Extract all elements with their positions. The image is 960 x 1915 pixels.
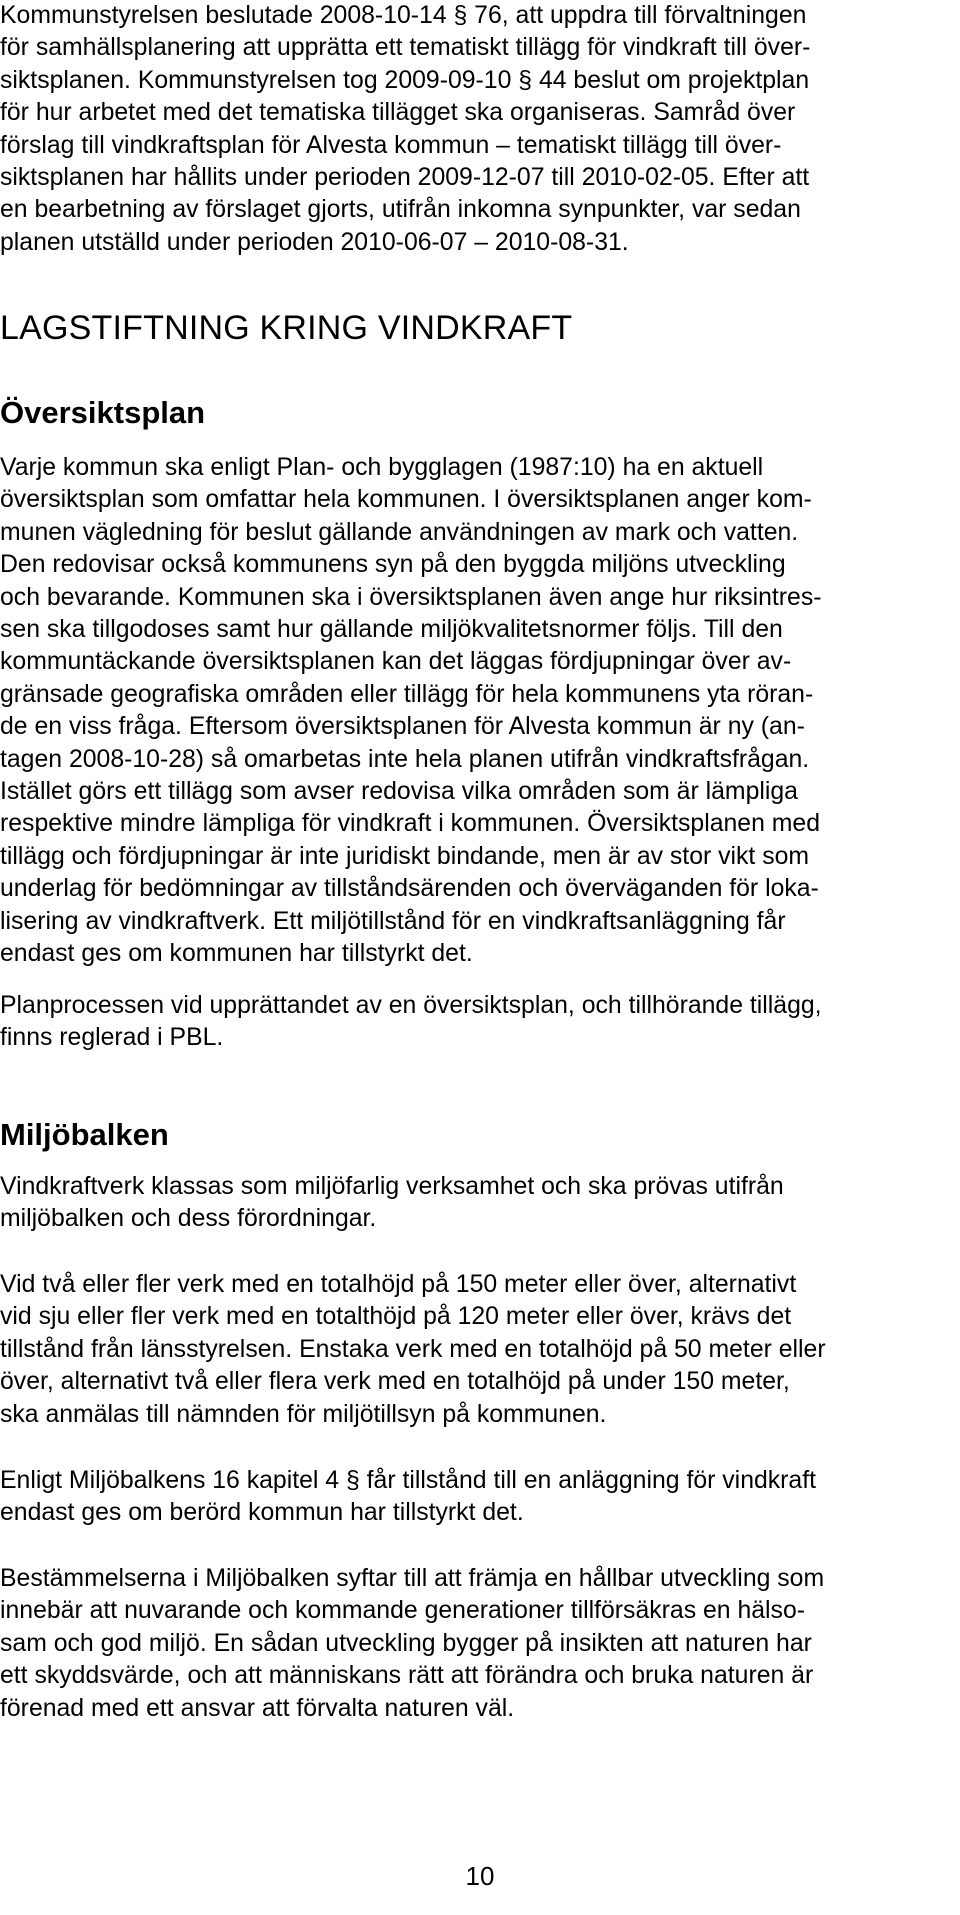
page-number: 10 <box>465 1861 495 1891</box>
paragraph-line: gränsade geografiska områden eller tillägg för hela kommunens yta röran- <box>0 680 814 708</box>
miljobalken-paragraph-3 <box>0 1465 938 1530</box>
paragraph-line: finns reglerad i PBL. <box>0 1024 224 1052</box>
miljobalken-paragraph-2 <box>0 1269 938 1431</box>
paragraph-line: Planprocessen vid upprättandet av en översiktsplan, och tillhörande tillägg, <box>0 992 822 1019</box>
paragraph-line: Kommunstyrelsen beslutade 2008-10-14 § 76, att uppdra till förvaltningen <box>0 2 807 29</box>
paragraph-line: endast ges om kommunen har tillstyrkt det. <box>0 940 473 968</box>
miljobalken-paragraph-1 <box>0 1171 938 1236</box>
miljobalken-paragraph-4 <box>0 1563 938 1725</box>
paragraph-line: tillägg och fördjupningar är inte juridiskt bindande, men är av stor vikt som <box>0 842 810 870</box>
paragraph-line: ska anmälas till nämnden för miljötillsyn på kommunen. <box>0 1400 607 1428</box>
oversiktsplan-paragraph <box>0 452 938 971</box>
paragraph-line: underlag för bedömningar av tillståndsärenden och överväganden för loka- <box>0 875 819 903</box>
paragraph-line: för hur arbetet med det tematiska tillägget ska organiseras. Samråd över <box>0 99 796 127</box>
planprocess-paragraph <box>0 990 938 1055</box>
paragraph-line: en bearbetning av förslaget gjorts, utifrån inkomna synpunkter, var sedan <box>0 196 801 224</box>
section-heading-lagstiftning: LAGSTIFTNING KRING VINDKRAFT <box>0 309 573 347</box>
paragraph-line: sen ska tillgodoses samt hur gällande miljökvalitetsnormer följs. Till den <box>0 616 783 644</box>
intro-paragraph <box>0 0 938 259</box>
paragraph-line: tagen 2008-10-28) så omarbetas inte hela planen utifrån vindkraftsfrågan. <box>0 745 810 773</box>
paragraph-line: vid sju eller fler verk med en totalthöjd på 120 meter eller över, krävs det <box>0 1303 792 1331</box>
paragraph-line: sam och god miljö. En sådan utveckling bygger på insikten att naturen har <box>0 1629 812 1657</box>
paragraph-line: de en viss fråga. Eftersom översiktsplanen för Alvesta kommun är ny (an- <box>0 713 805 741</box>
paragraph-line: innebär att nuvarande och kommande generationer tillförsäkras en hälso- <box>0 1597 805 1625</box>
paragraph-line: Den redovisar också kommunens syn på den byggda miljöns utveckling <box>0 551 786 579</box>
paragraph-line: Bestämmelserna i Miljöbalken syftar till att främja en hållbar utveckling som <box>0 1565 825 1592</box>
paragraph-line: ett skyddsvärde, och att människans rätt att förändra och bruka naturen är <box>0 1662 814 1690</box>
paragraph-line: tillstånd från länsstyrelsen. Enstaka verk med en totalhöjd på 50 meter eller <box>0 1335 826 1363</box>
paragraph-line: kommuntäckande översiktsplanen kan det läggas fördjupningar över av- <box>0 648 792 676</box>
paragraph-line: siktsplanen har hållits under perioden 2009-12-07 till 2010-02-05. Efter att <box>0 164 810 192</box>
paragraph-line: över, alternativt två eller flera verk med en totalhöjd på under 150 meter, <box>0 1368 790 1396</box>
paragraph-line: Istället görs ett tillägg som avser redovisa vilka områden som är lämpliga <box>0 778 798 806</box>
paragraph-line: munen vägledning för beslut gällande användningen av mark och vatten. <box>0 518 799 546</box>
paragraph-line: Vid två eller fler verk med en totalhöjd på 150 meter eller över, alternativt <box>0 1271 797 1298</box>
paragraph-line: lisering av vindkraftverk. Ett miljötillstånd för en vindkraftsanläggning får <box>0 907 786 935</box>
paragraph-line: respektive mindre lämpliga för vindkraft i kommunen. Översiktsplanen med <box>0 810 821 838</box>
paragraph-line: planen utställd under perioden 2010-06-07 – 2010-08-31. <box>0 228 629 256</box>
paragraph-line: förenad med ett ansvar att förvalta naturen väl. <box>0 1694 515 1722</box>
paragraph-line: översiktsplan som omfattar hela kommunen. I översiktsplanen anger kom- <box>0 486 812 514</box>
paragraph-line: Vindkraftverk klassas som miljöfarlig verksamhet och ska prövas utifrån <box>0 1173 784 1200</box>
paragraph-line: förslag till vindkraftsplan för Alvesta kommun – tematiskt tillägg till över- <box>0 131 782 159</box>
subheading-oversiktsplan: Översiktsplan <box>0 395 206 430</box>
paragraph-line: siktsplanen. Kommunstyrelsen tog 2009-09-10 § 44 beslut om projektplan <box>0 66 810 94</box>
paragraph-line: endast ges om berörd kommun har tillstyrkt det. <box>0 1499 524 1527</box>
paragraph-line: Enligt Miljöbalkens 16 kapitel 4 § får tillstånd till en anläggning för vindkraft <box>0 1467 816 1494</box>
paragraph-line: för samhällsplanering att upprätta ett tematiskt tillägg för vindkraft till över- <box>0 34 811 62</box>
paragraph-line: miljöbalken och dess förordningar. <box>0 1205 377 1233</box>
paragraph-line: Varje kommun ska enligt Plan- och bygglagen (1987:10) ha en aktuell <box>0 454 764 481</box>
paragraph-line: och bevarande. Kommunen ska i översiktsplanen även ange hur riksintres- <box>0 583 822 611</box>
subheading-miljobalken: Miljöbalken <box>0 1117 169 1152</box>
